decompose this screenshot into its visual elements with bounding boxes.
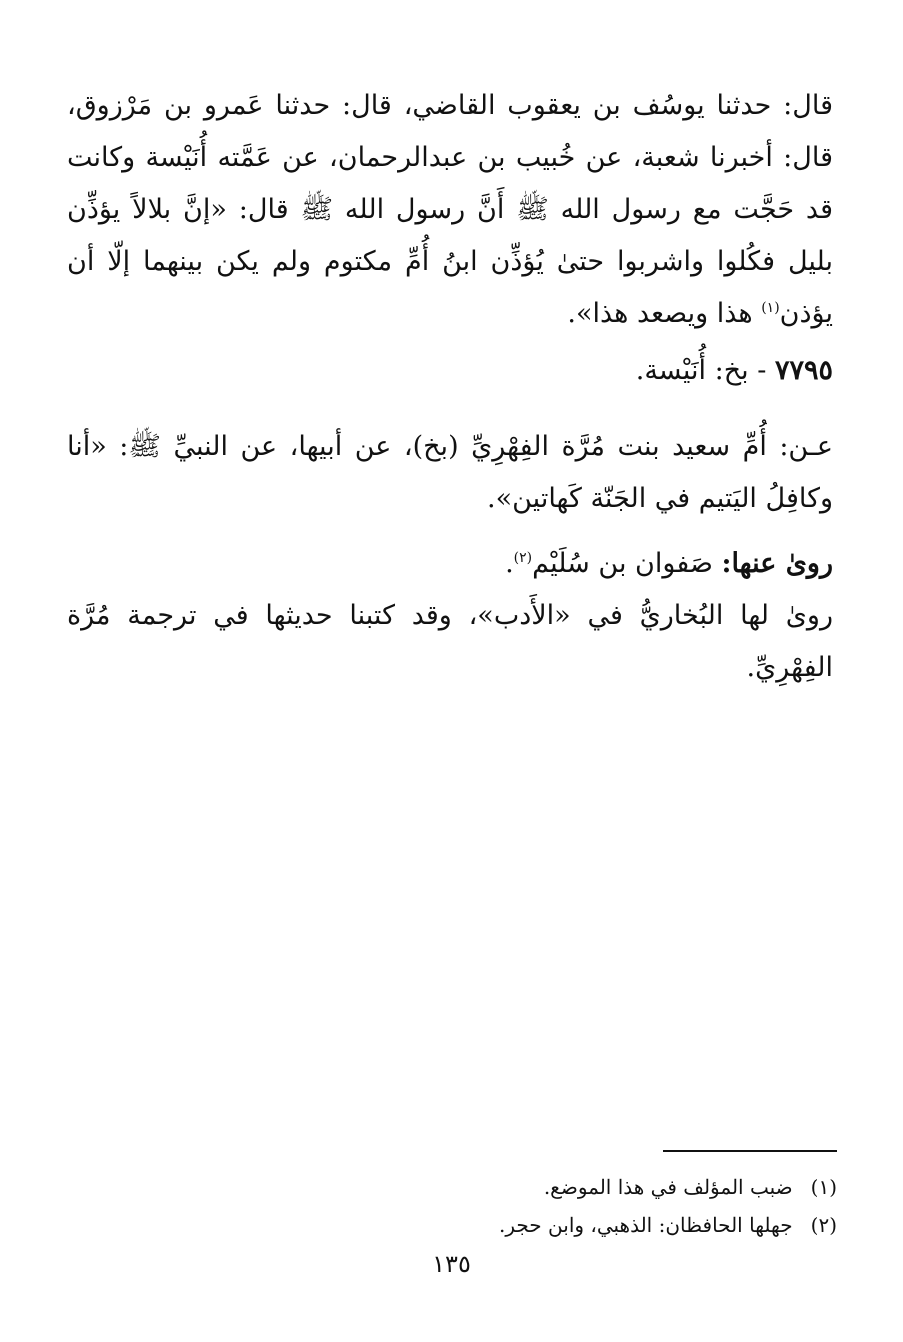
footnote-text: ضبب المؤلف في هذا الموضع. [543, 1175, 793, 1199]
hadith-text: عـن: أُمِّ سعيد بنت مُرَّة الفِهْرِيِّ (بخ)، عن أبيها، عن النبيِّ ﷺ: «أنا وكافِلُ اليَتيم في الجَنّة كَهاتين». [67, 431, 833, 514]
footnote-mark: (٢) [810, 1213, 837, 1237]
entry-text: بخ: أُنَيْسة. [635, 355, 749, 386]
closing-text: روىٰ لها البُخاريُّ في «الأَدب»، وقد كتبنا حديثها في ترجمة مُرَّة الفِهْرِيِّ. [67, 600, 833, 683]
intro-end-text: هذا ويصعد هذا». [567, 298, 762, 329]
footnote-mark: (١) [810, 1175, 837, 1199]
footnote-text: جهلها الحافظان: الذهبي، وابن حجر. [499, 1213, 793, 1237]
footnote-ref-1: (١) [761, 300, 780, 316]
footnote-ref-2: (٢) [513, 550, 533, 566]
intro-text: قال: حدثنا يوسُف بن يعقوب القاضي، قال: حدثنا عَمرو بن مَرْزوق، قال: أخبرنا شعبة، عن خُبيب بن عبدالرحمان، عن عَمَّته أُنَيْسة وكانت قد حَجَّت مع رسول الله ﷺ أَنَّ رسول الله ﷺ قال: «إنَّ بلالاً يؤذِّن بليل فكُلوا واشربوا حتىٰ يُؤذِّن ابنُ أُمِّ مكتوم ولم يكن بينهما إلّا أن يؤذن [67, 90, 833, 329]
entry-separator: - [748, 355, 775, 386]
footnote-divider [663, 1150, 837, 1152]
narrator-name: صَفوان بن سُلَيْم [532, 548, 722, 579]
entry-number: ٧٧٩٥ [774, 355, 833, 386]
entry-heading [636, 345, 833, 397]
narrators-label: روىٰ عنها: [721, 548, 833, 579]
footnote-2 [67, 1206, 837, 1244]
page-number: ١٣٥ [432, 1250, 471, 1278]
footnote-1 [67, 1168, 837, 1206]
hadith-paragraph [67, 421, 833, 525]
footnotes [67, 1168, 837, 1244]
narrators-line [505, 538, 833, 590]
narrators-end: . [505, 548, 514, 579]
intro-paragraph [67, 80, 833, 340]
closing-paragraph [67, 590, 833, 694]
